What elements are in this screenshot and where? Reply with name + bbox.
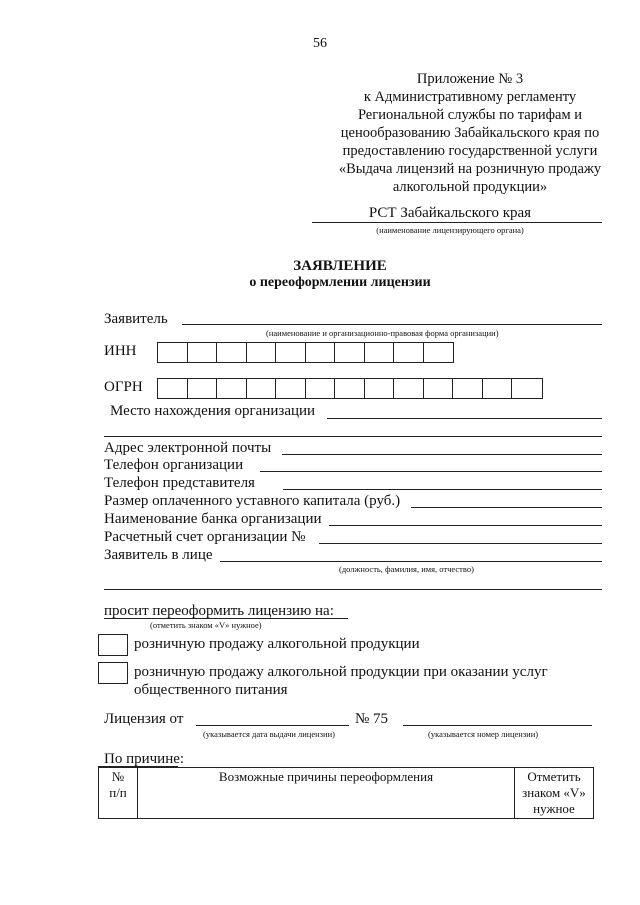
ogrn-cell[interactable] — [365, 379, 395, 398]
appendix-line: предоставлению государственной услуги — [342, 143, 598, 159]
reasons-label: По причине: — [104, 751, 185, 767]
inn-cell[interactable] — [365, 343, 395, 362]
authority-name: РСТ Забайкальского края — [368, 205, 532, 221]
ogrn-cell[interactable] — [335, 379, 365, 398]
ogrn-cell[interactable] — [424, 379, 454, 398]
appendix-line: Региональной службы по тарифам и — [357, 107, 583, 123]
account-label: Расчетный счет организации № — [104, 529, 306, 545]
num-header: № — [111, 769, 125, 784]
inn-cell[interactable] — [306, 343, 336, 362]
request-label: просит переоформить лицензию на: — [104, 603, 334, 619]
ogrn-cell[interactable] — [394, 379, 424, 398]
reasons-table — [98, 767, 594, 819]
license-date-caption: (указывается дата выдачи лицензии) — [203, 729, 335, 739]
table-header-cell — [515, 768, 594, 819]
person-field[interactable] — [220, 561, 602, 562]
option-checkbox[interactable] — [98, 634, 128, 656]
ogrn-cell[interactable] — [247, 379, 277, 398]
appendix-block — [300, 70, 640, 196]
ogrn-cell[interactable] — [512, 379, 542, 398]
org-phone-field[interactable] — [260, 471, 602, 472]
account-field[interactable] — [319, 543, 602, 544]
appendix-title: Приложение № 3 — [416, 71, 524, 87]
authority-underline — [312, 222, 602, 223]
mark-header-3: нужное — [533, 801, 575, 816]
capital-field[interactable] — [411, 507, 602, 508]
bank-field[interactable] — [329, 525, 602, 526]
inn-cell[interactable] — [188, 343, 218, 362]
reason-header: Возможные причины переоформления — [218, 769, 434, 784]
inn-cell[interactable] — [158, 343, 188, 362]
table-header-cell — [99, 768, 138, 819]
request-underline — [104, 618, 348, 619]
license-label: Лицензия от — [104, 711, 184, 727]
inn-cells[interactable] — [157, 342, 454, 363]
mark-header: Отметить — [527, 769, 581, 784]
applicant-label: Заявитель — [104, 311, 168, 327]
org-phone-label: Телефон организации — [104, 457, 244, 473]
license-date-field[interactable] — [196, 725, 349, 726]
document-title: ЗАЯВЛЕНИЕ — [293, 258, 387, 274]
ogrn-cell[interactable] — [188, 379, 218, 398]
ogrn-label: ОГРН — [104, 379, 143, 395]
inn-label: ИНН — [104, 343, 137, 359]
document-subtitle: о переоформлении лицензии — [249, 275, 431, 290]
appendix-line: к Административному регламенту — [363, 89, 577, 105]
rep-phone-field[interactable] — [283, 489, 602, 490]
email-field[interactable] — [282, 454, 602, 455]
inn-cell[interactable] — [424, 343, 454, 362]
license-number-caption: (указывается номер лицензии) — [428, 729, 539, 739]
ogrn-cell[interactable] — [453, 379, 483, 398]
ogrn-cell[interactable] — [217, 379, 247, 398]
appendix-line: алкогольной продукции» — [392, 179, 548, 195]
mark-header-2: знаком «V» — [522, 785, 586, 800]
applicant-caption: (наименование и организационно-правовая форма организации) — [266, 328, 499, 338]
table-header-cell — [138, 768, 515, 819]
location-label: Место нахождения организации — [110, 403, 316, 419]
option-label: розничную продажу алкогольной продукции при оказании услуг — [134, 664, 548, 680]
option-label-continued: общественного питания — [134, 682, 288, 698]
inn-cell[interactable] — [394, 343, 424, 362]
person-label: Заявитель в лице — [104, 547, 213, 563]
inn-cell[interactable] — [335, 343, 365, 362]
ogrn-cell[interactable] — [483, 379, 513, 398]
license-number-label: № 75 — [355, 711, 389, 727]
appendix-line: ценообразованию Забайкальского края по — [340, 125, 600, 141]
ogrn-cell[interactable] — [158, 379, 188, 398]
location-field[interactable] — [327, 418, 602, 419]
option-label: розничную продажу алкогольной продукции — [134, 636, 420, 652]
ogrn-cells[interactable] — [157, 378, 543, 399]
request-caption: (отметить знаком «V» нужное) — [150, 620, 262, 630]
person-caption: (должность, фамилия, имя, отчество) — [339, 564, 474, 574]
inn-cell[interactable] — [217, 343, 247, 362]
option-checkbox[interactable] — [98, 662, 128, 684]
ogrn-cell[interactable] — [276, 379, 306, 398]
num-header-2: п/п — [109, 785, 127, 800]
ogrn-cell[interactable] — [306, 379, 336, 398]
email-label: Адрес электронной почты — [104, 440, 272, 456]
person-field-continued[interactable] — [104, 589, 602, 590]
rep-phone-label: Телефон представителя — [104, 475, 255, 491]
applicant-field[interactable] — [182, 324, 602, 325]
inn-cell[interactable] — [247, 343, 277, 362]
location-field-continued[interactable] — [104, 436, 602, 437]
authority-caption: (наименование лицензирующего органа) — [376, 225, 524, 235]
appendix-line: «Выдача лицензий на розничную продажу — [338, 161, 602, 177]
table-row — [99, 768, 594, 819]
capital-label: Размер оплаченного уставного капитала (руб.) — [104, 493, 401, 509]
inn-cell[interactable] — [276, 343, 306, 362]
page-number: 56 — [313, 36, 327, 51]
bank-label: Наименование банка организации — [104, 511, 322, 527]
license-number-field[interactable] — [403, 725, 592, 726]
